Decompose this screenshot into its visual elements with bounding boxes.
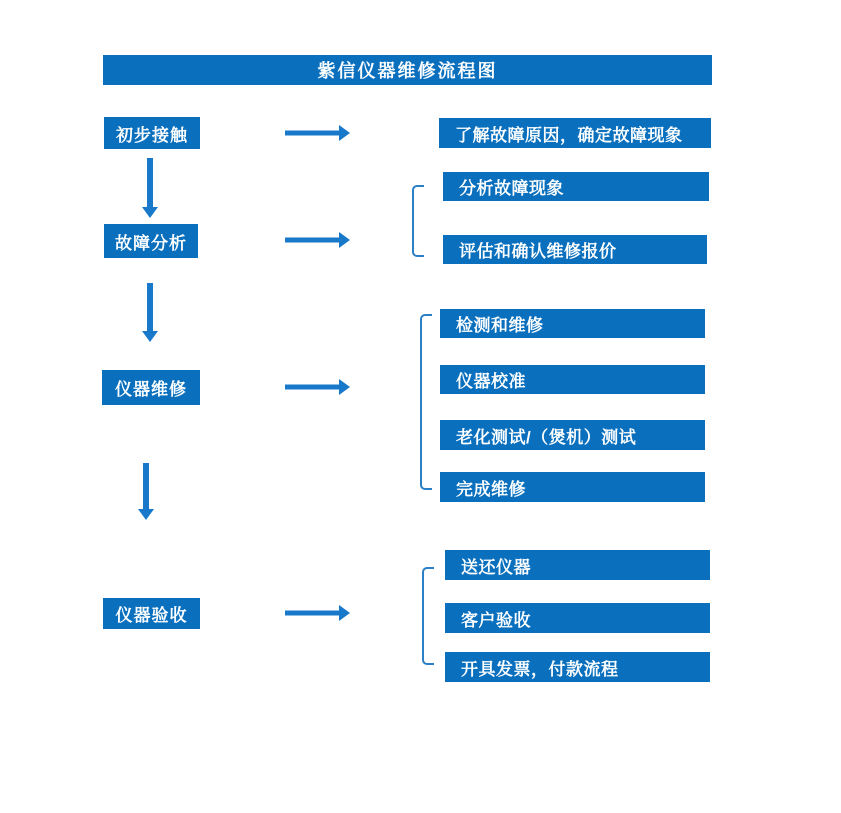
arrow-shaft bbox=[147, 283, 153, 332]
stage-box-initial-contact: 初步接触 bbox=[104, 117, 200, 149]
stage-box-instrument-acceptance: 仪器验收 bbox=[103, 598, 200, 629]
arrow-shaft bbox=[285, 131, 340, 136]
detail-box-analyze-fault: 分析故障现象 bbox=[443, 172, 709, 201]
arrow-down-icon bbox=[142, 158, 158, 218]
bracket-connector bbox=[420, 314, 432, 490]
detail-box-return-instrument: 送还仪器 bbox=[445, 550, 710, 580]
arrow-shaft bbox=[143, 463, 149, 510]
arrow-shaft bbox=[285, 385, 340, 390]
arrow-head bbox=[339, 125, 350, 141]
arrow-right-icon bbox=[285, 379, 350, 395]
arrow-shaft bbox=[285, 611, 340, 616]
detail-box-aging-test: 老化测试/（煲机）测试 bbox=[440, 420, 705, 450]
arrow-down-icon bbox=[142, 283, 158, 342]
arrow-head bbox=[142, 207, 158, 218]
detail-box-calibration: 仪器校准 bbox=[440, 365, 705, 394]
flowchart-title: 紫信仪器维修流程图 bbox=[103, 55, 712, 85]
detail-box-repair-complete: 完成维修 bbox=[440, 472, 705, 502]
arrow-right-icon bbox=[285, 125, 350, 141]
stage-box-fault-analysis: 故障分析 bbox=[104, 224, 198, 258]
arrow-down-icon bbox=[138, 463, 154, 520]
arrow-head bbox=[142, 331, 158, 342]
arrow-head bbox=[339, 379, 350, 395]
stage-box-instrument-repair: 仪器维修 bbox=[102, 370, 200, 405]
detail-box-invoice-payment: 开具发票，付款流程 bbox=[445, 652, 710, 682]
arrow-shaft bbox=[147, 158, 153, 208]
arrow-head bbox=[339, 232, 350, 248]
detail-box-quote-confirm: 评估和确认维修报价 bbox=[443, 235, 707, 264]
detail-box-inspect-repair: 检测和维修 bbox=[440, 309, 705, 338]
detail-box-understand-fault: 了解故障原因，确定故障现象 bbox=[439, 118, 711, 148]
arrow-shaft bbox=[285, 238, 340, 243]
arrow-right-icon bbox=[285, 605, 350, 621]
arrow-head bbox=[339, 605, 350, 621]
detail-box-customer-acceptance: 客户验收 bbox=[445, 603, 710, 633]
bracket-connector bbox=[422, 567, 434, 665]
arrow-head bbox=[138, 509, 154, 520]
arrow-right-icon bbox=[285, 232, 350, 248]
bracket-connector bbox=[412, 185, 424, 257]
